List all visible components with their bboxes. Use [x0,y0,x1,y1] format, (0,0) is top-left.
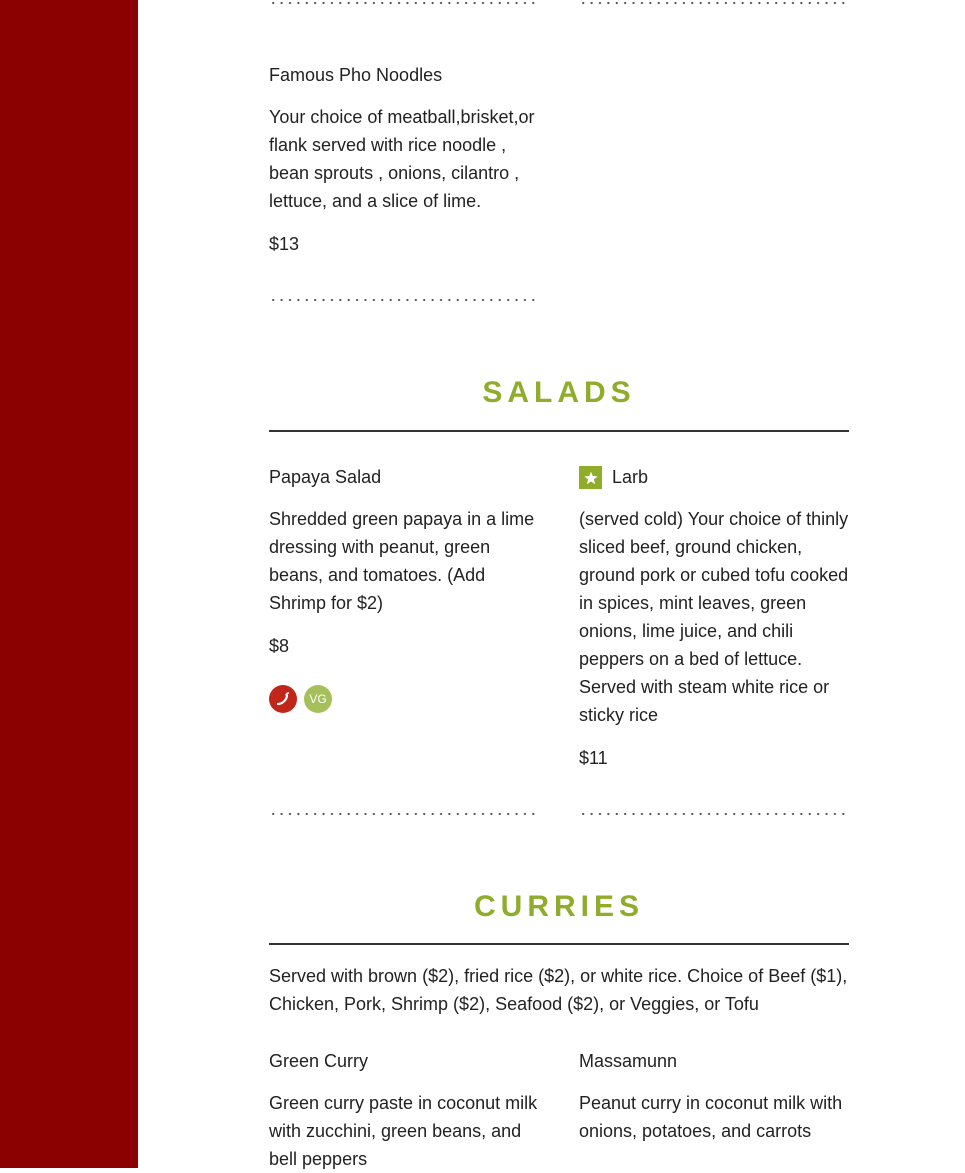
item-name: Papaya Salad [269,467,382,487]
sidebar [0,0,138,1168]
divider-dots [579,812,849,816]
divider-dots [269,812,539,816]
section-intro: Served with brown ($2), fried rice ($2), or white rice. Choice of Beef ($1), Chicken, Pork, Shrimp ($2), Seafood ($2), or Veggies, or Tofu [269,966,848,1014]
section-title-salads: SALADS [482,376,636,409]
menu-item-green-curry [269,1050,539,1173]
section-rule [269,943,849,945]
item-description: Your choice of meatball,brisket,or flank served with rice noodle , bean sprouts , onions, cilantro , lettuce, and a slice of lime. [269,107,535,211]
menu-item-massamunn [579,1050,849,1145]
vegan-icon: VG [304,685,332,713]
divider-dots [269,1,539,5]
divider-dots [579,1,849,5]
item-name: Massamunn [579,1051,678,1071]
section-rule [269,430,849,432]
item-name: Larb [612,467,649,487]
item-price: $8 [269,636,290,656]
item-name: Famous Pho Noodles [269,65,443,85]
item-description: Green curry paste in coconut milk with zucchini, green beans, and bell peppers [269,1093,538,1169]
menu-item-famous-pho-noodles [269,64,539,255]
divider-dots [269,298,539,302]
item-description: Shredded green papaya in a lime dressing with peanut, green beans, and tomatoes. (Add Shrimp for $2) [269,509,535,613]
chili-pepper-icon [269,685,297,713]
item-description: (served cold) Your choice of thinly sliced beef, ground chicken, ground pork or cubed tofu cooked in spices, mint leaves, green onions, lime juice, and chili peppers on a bed of lettuce. Served with steam white rice or sticky rice [579,509,849,725]
section-title-curries: CURRIES [473,890,644,923]
star-icon [579,466,602,489]
menu-item-papaya-salad [269,466,539,657]
item-name: Green Curry [269,1051,369,1071]
menu-item-larb [579,505,849,769]
item-price: $11 [579,748,608,768]
item-description: Peanut curry in coconut milk with onions, potatoes, and carrots [579,1093,843,1141]
item-price: $13 [269,234,300,254]
